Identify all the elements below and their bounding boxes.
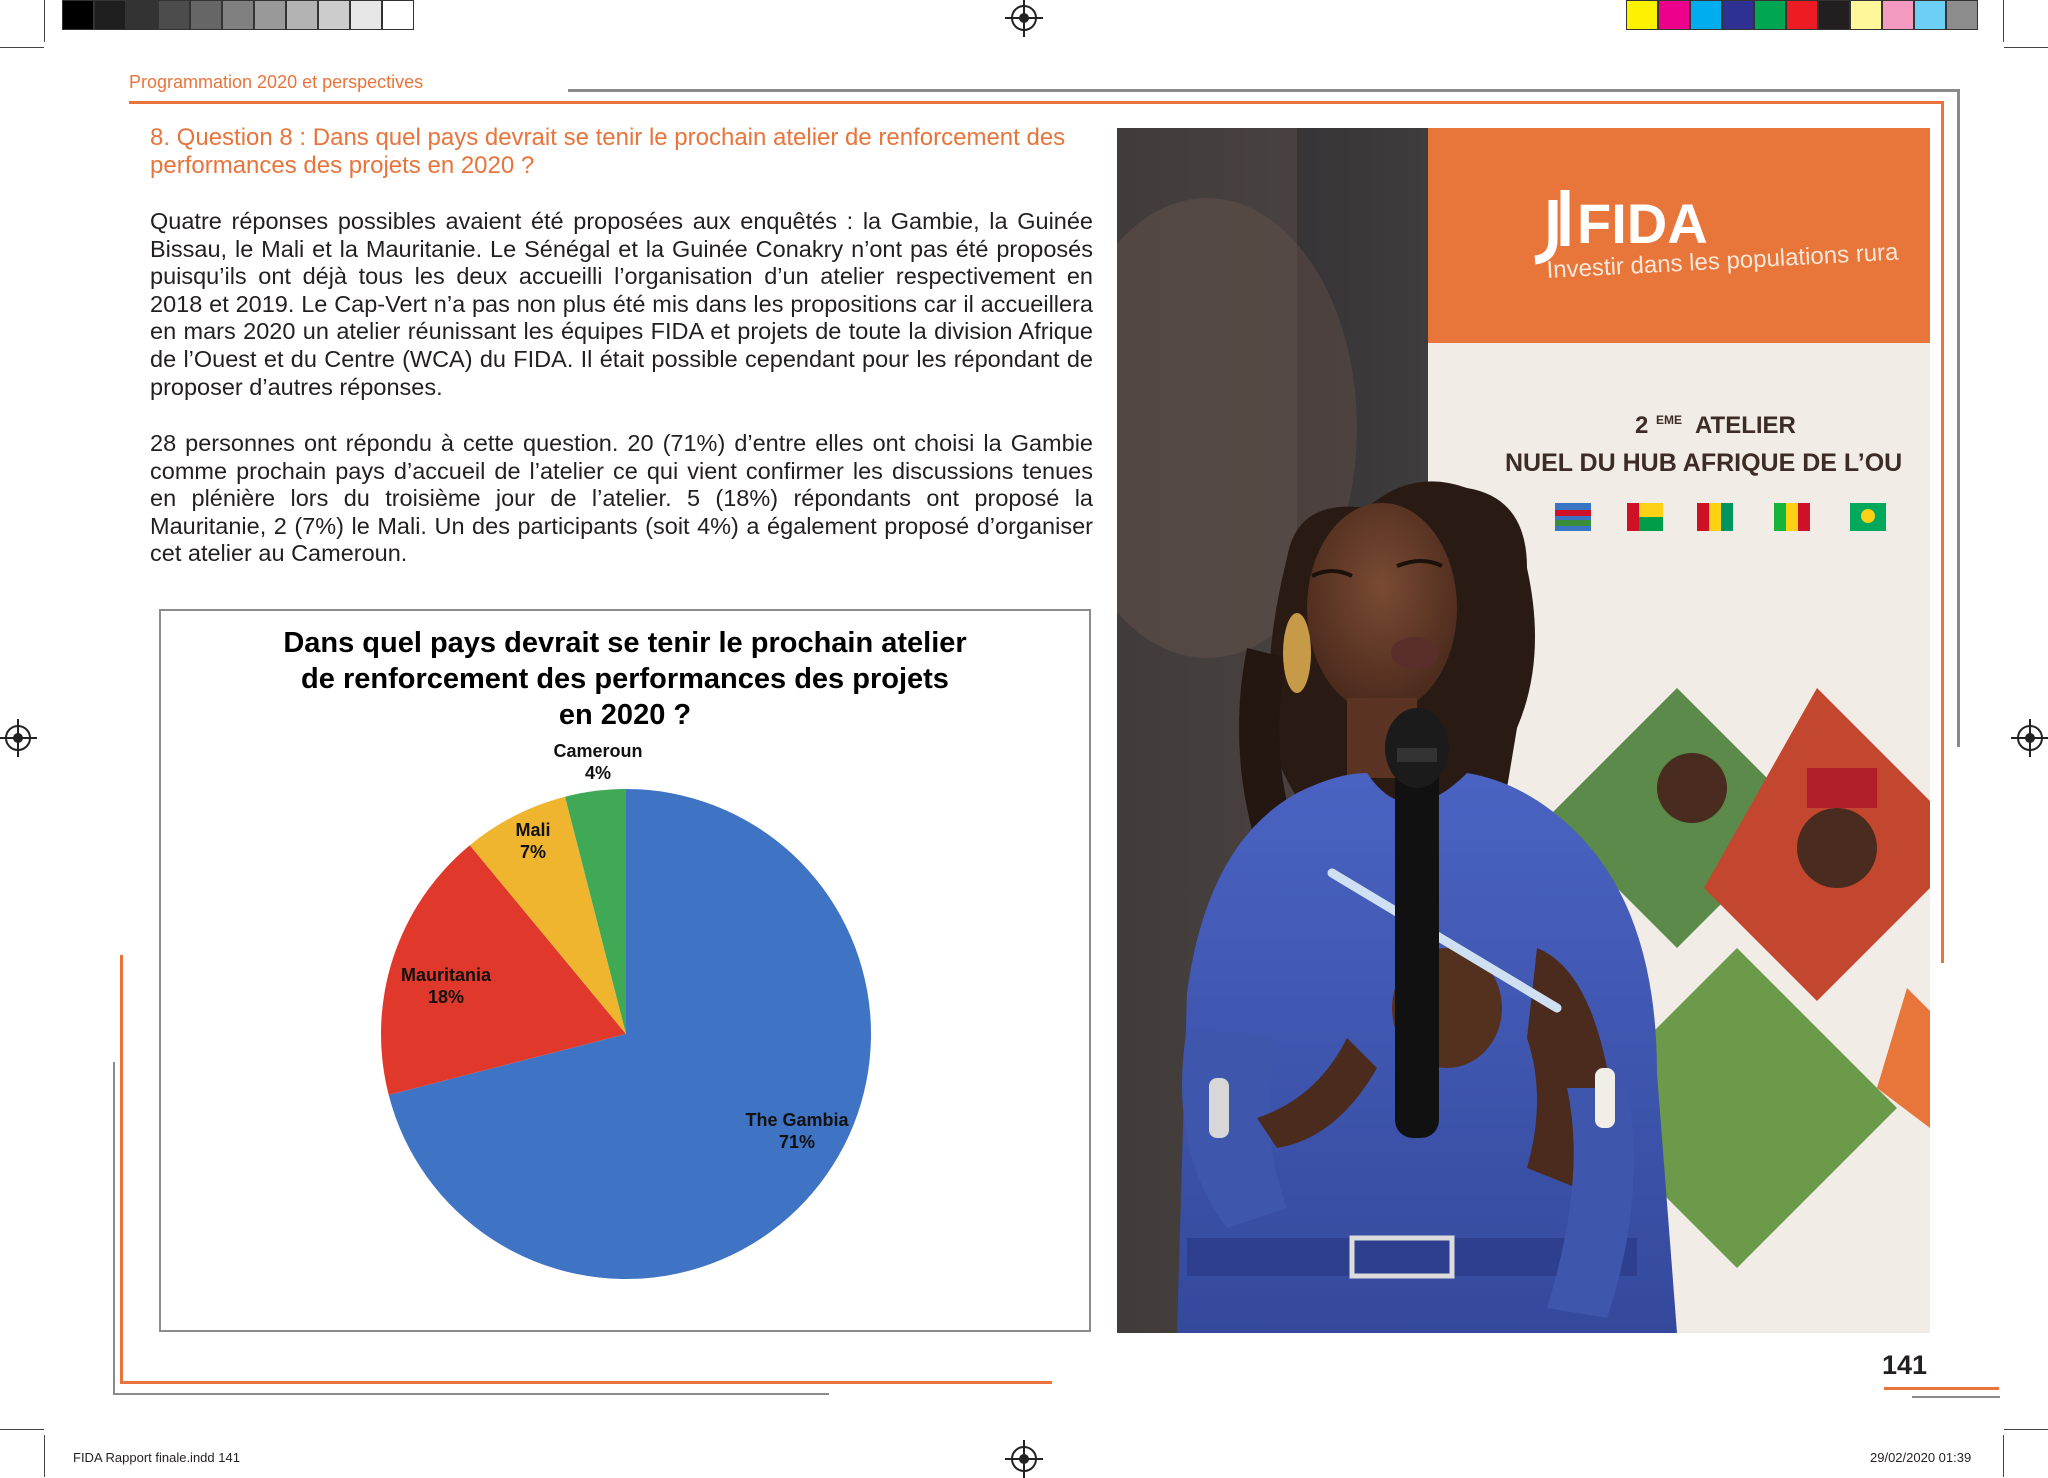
frame-line-top-grey (568, 89, 1960, 92)
pie-label: Cameroun (553, 741, 643, 761)
chart-title-line: en 2020 ? (558, 699, 692, 731)
crop-mark (0, 47, 44, 48)
slug-file-name: FIDA Rapport finale.indd 141 (73, 1450, 240, 1465)
pie-value-label: 71% (778, 1132, 816, 1152)
pie-value-label: 18% (427, 987, 465, 1007)
frame-line-left-orange (120, 955, 123, 1383)
banner-line2-text: NUEL DU HUB AFRIQUE DE L’OU (1505, 449, 1903, 477)
process-color-bar (1626, 0, 1978, 34)
frame-line-top-orange (129, 101, 1944, 104)
banner-line1-word: ATELIER (1695, 412, 1796, 439)
crop-mark (0, 1429, 44, 1430)
body-paragraph: 28 personnes ont répondu à cette question. 20 (71%) d’entre elles ont choisi la Gambie comme prochain pays d’accueil de l’atelier ce qui vient confirmer les discussions tenues en plénière lors du troisième jour de l’atelier. 5 (18%) répondants ont proposé la Mauritanie, 2 (7%) le Mali. Un des participants (soit 4%) a également proposé d’organiser cet atelier au Cameroun. (150, 430, 1093, 567)
running-head: Programmation 2020 et perspectives (129, 72, 424, 92)
question-heading: 8. Question 8 : Dans quel pays devrait se tenir le prochain atelier de renforcement des performances des projets en 2020 ? (150, 124, 1066, 179)
banner-tagline-text: Investir dans les populations rura (1545, 238, 1900, 284)
frame-line-bottom-grey (113, 1393, 829, 1395)
pie-chart-frame (159, 609, 1091, 1332)
banner-line1-sup: EME (1656, 413, 1683, 427)
crop-mark (2004, 47, 2048, 48)
pie-chart (161, 611, 1089, 1330)
pie-label: Mauritania (400, 965, 492, 985)
page-number-rule-orange (1884, 1387, 1999, 1390)
page-number: 141 (1882, 1350, 1928, 1380)
registration-mark-left (5, 725, 31, 751)
page-number-rule-grey (1912, 1396, 2000, 1398)
registration-mark-bottom (1011, 1446, 1037, 1472)
pie-label: The Gambia (745, 1110, 849, 1130)
chart-title-line: Dans quel pays devrait se tenir le prochain atelier (283, 627, 967, 659)
crop-mark (2003, 0, 2004, 42)
grayscale-color-bar (62, 0, 414, 34)
pie-label: Mali (515, 820, 551, 840)
frame-line-left-grey (113, 1062, 115, 1395)
banner-line1-num: 2 (1635, 412, 1649, 439)
speaker-photo (1117, 128, 1930, 1333)
frame-line-bottom-orange (120, 1381, 1052, 1384)
crop-mark (44, 1435, 45, 1477)
speaker-photo-illustration (1117, 128, 1930, 1333)
banner-brand-text: FIDA (1577, 192, 1708, 255)
frame-line-right-orange (1941, 101, 1944, 963)
crop-mark (44, 0, 45, 42)
crop-mark (2003, 1435, 2004, 1477)
registration-mark-right (2017, 725, 2043, 751)
frame-line-right-grey (1957, 89, 1960, 747)
registration-mark-top (1011, 5, 1037, 31)
slug-date-time: 29/02/2020 01:39 (1870, 1450, 1972, 1465)
chart-title-line: de renforcement des performances des projets (301, 663, 949, 695)
crop-mark (2004, 1429, 2048, 1430)
pie-value-label: 4% (584, 763, 612, 783)
body-paragraph: Quatre réponses possibles avaient été proposées aux enquêtés : la Gambie, la Guinée Bissau, le Mali et la Mauritanie. Le Sénégal et la Guinée Conakry n’ont pas été proposés puisqu’ils ont déjà tous les deux accueilli l’organisation d’un atelier respectivement en 2018 et 2019. Le Cap-Vert n’a pas non plus été mis dans les propositions car il accueillera en mars 2020 un atelier réunissant les équipes FIDA et projets de toute la division Afrique de l’Ouest et du Centre (WCA) du FIDA. Il était possible cependant pour les répondant de proposer d’autres réponses. (150, 208, 1093, 400)
pie-value-label: 7% (519, 842, 547, 862)
